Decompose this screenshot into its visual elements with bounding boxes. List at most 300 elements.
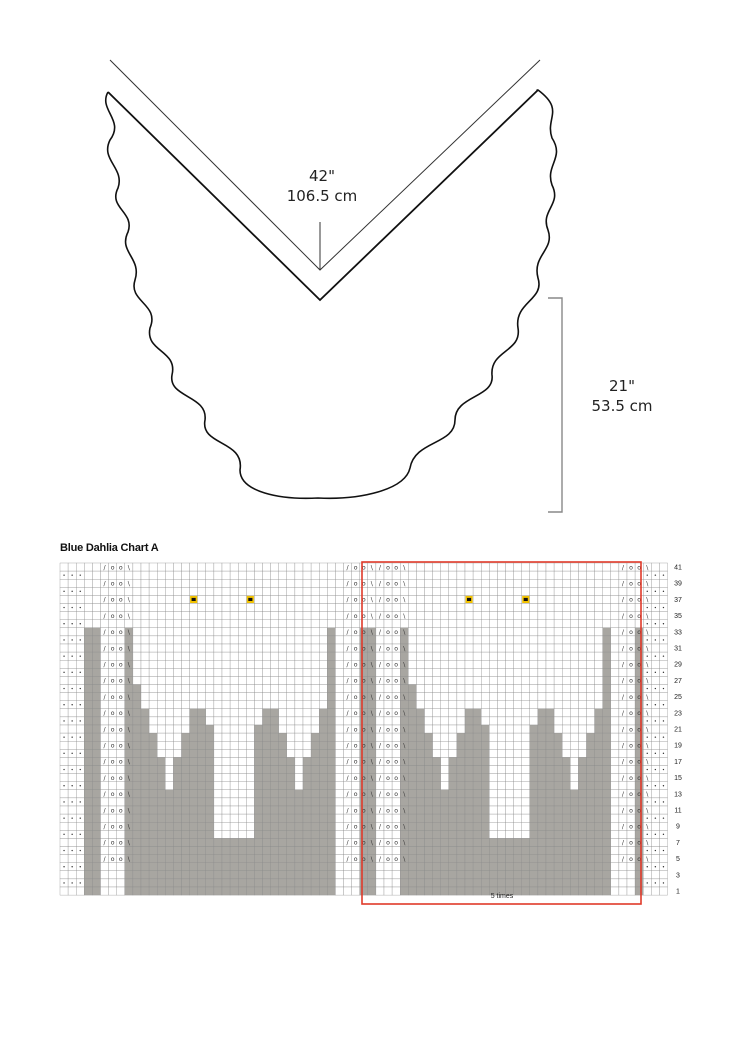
chart-cell	[433, 709, 441, 717]
chart-cell	[465, 806, 473, 814]
chart-cell	[554, 685, 562, 693]
chart-cell	[60, 855, 68, 863]
chart-cell	[506, 660, 514, 668]
lace-symbol: /	[346, 823, 349, 831]
chart-cell	[230, 579, 238, 587]
purl-dot	[71, 817, 72, 818]
chart-cell	[279, 774, 287, 782]
chart-cell	[416, 685, 424, 693]
chart-cell	[570, 847, 578, 855]
chart-cell	[376, 571, 384, 579]
chart-cell	[149, 595, 157, 603]
chart-cell	[570, 766, 578, 774]
chart-cell	[165, 717, 173, 725]
chart-cell	[360, 782, 368, 790]
purl-dot	[71, 882, 72, 883]
chart-cell	[570, 636, 578, 644]
chart-cell	[303, 644, 311, 652]
chart-cell	[311, 595, 319, 603]
chart-cell	[497, 709, 505, 717]
chart-cell	[246, 782, 254, 790]
chart-cell	[384, 782, 392, 790]
chart-cell	[198, 741, 206, 749]
chart-cell	[335, 644, 343, 652]
chart-cell	[570, 741, 578, 749]
chart-cell	[279, 604, 287, 612]
chart-cell	[335, 693, 343, 701]
chart-cell	[481, 838, 489, 846]
chart-cell	[344, 863, 352, 871]
chart-cell	[327, 879, 335, 887]
chart-cell	[246, 676, 254, 684]
chart-cell	[303, 595, 311, 603]
chart-cell	[425, 749, 433, 757]
chart-cell	[230, 587, 238, 595]
chart-cell	[182, 806, 190, 814]
chart-cell	[352, 668, 360, 676]
chart-cell	[538, 571, 546, 579]
chart-cell	[206, 863, 214, 871]
chart-cell	[173, 782, 181, 790]
lace-symbol: o	[361, 629, 366, 637]
chart-cell	[238, 863, 246, 871]
chart-cell	[295, 838, 303, 846]
chart-cell	[522, 774, 530, 782]
chart-cell	[506, 814, 514, 822]
chart-cell	[214, 676, 222, 684]
purl-dot	[663, 704, 664, 705]
chart-cell	[141, 579, 149, 587]
chart-cell	[117, 749, 125, 757]
chart-cell	[141, 749, 149, 757]
chart-cell	[538, 685, 546, 693]
purl-dot	[647, 704, 648, 705]
lace-symbol: /	[378, 564, 381, 572]
chart-cell	[457, 604, 465, 612]
chart-cell	[441, 660, 449, 668]
chart-cell	[295, 830, 303, 838]
chart-cell	[659, 838, 667, 846]
chart-cell	[627, 668, 635, 676]
chart-cell	[327, 733, 335, 741]
lace-symbol: o	[110, 855, 115, 863]
chart-cell	[530, 644, 538, 652]
lace-symbol: o	[394, 742, 399, 750]
chart-cell	[489, 595, 497, 603]
chart-cell	[465, 838, 473, 846]
chart-cell	[141, 709, 149, 717]
chart-cell	[141, 741, 149, 749]
chart-cell	[441, 709, 449, 717]
chart-cell	[457, 636, 465, 644]
row-number: 37	[674, 596, 682, 604]
chart-cell	[433, 620, 441, 628]
chart-cell	[449, 636, 457, 644]
chart-cell	[133, 822, 141, 830]
chart-cell	[246, 709, 254, 717]
chart-cell	[149, 782, 157, 790]
chart-cell	[101, 847, 109, 855]
chart-cell	[514, 676, 522, 684]
chart-cell	[133, 725, 141, 733]
chart-cell	[635, 766, 643, 774]
chart-cell	[408, 685, 416, 693]
chart-cell	[603, 636, 611, 644]
chart-cell	[449, 790, 457, 798]
lace-symbol: /	[103, 661, 106, 669]
chart-cell	[360, 571, 368, 579]
chart-cell	[506, 798, 514, 806]
chart-cell	[198, 757, 206, 765]
chart-cell	[84, 644, 92, 652]
chart-cell	[611, 668, 619, 676]
chart-cell	[384, 668, 392, 676]
chart-cell	[562, 685, 570, 693]
chart-cell	[441, 587, 449, 595]
chart-cell	[92, 644, 100, 652]
lace-symbol: \	[403, 612, 406, 620]
chart-cell	[384, 814, 392, 822]
chart-cell	[335, 652, 343, 660]
chart-cell	[182, 733, 190, 741]
chart-cell	[481, 822, 489, 830]
chart-cell	[311, 685, 319, 693]
chart-cell	[603, 701, 611, 709]
chart-cell	[481, 871, 489, 879]
chart-cell	[506, 871, 514, 879]
chart-cell	[497, 798, 505, 806]
chart-cell	[141, 798, 149, 806]
chart-cell	[562, 725, 570, 733]
chart-cell	[433, 774, 441, 782]
chart-cell	[546, 814, 554, 822]
lace-symbol: /	[103, 839, 106, 847]
chart-cell	[433, 644, 441, 652]
chart-cell	[303, 838, 311, 846]
lace-symbol: o	[118, 596, 123, 604]
chart-cell	[587, 571, 595, 579]
lace-symbol: \	[370, 661, 373, 669]
chart-cell	[230, 676, 238, 684]
chart-cell	[530, 604, 538, 612]
chart-cell	[311, 693, 319, 701]
chart-cell	[173, 887, 181, 895]
chart-cell	[263, 790, 271, 798]
lace-symbol: o	[386, 629, 390, 637]
chart-cell	[360, 685, 368, 693]
chart-cell	[578, 847, 586, 855]
chart-cell	[327, 814, 335, 822]
chart-cell	[198, 676, 206, 684]
chart-cell	[416, 887, 424, 895]
chart-cell	[133, 612, 141, 620]
chart-cell	[473, 587, 481, 595]
chart-cell	[198, 579, 206, 587]
chart-cell	[149, 717, 157, 725]
chart-cell	[263, 774, 271, 782]
chart-cell	[481, 693, 489, 701]
chart-cell	[287, 693, 295, 701]
chart-cell	[287, 685, 295, 693]
chart-cell	[554, 587, 562, 595]
chart-cell	[263, 887, 271, 895]
chart-cell	[506, 782, 514, 790]
chart-cell	[384, 749, 392, 757]
purl-dot	[80, 801, 81, 802]
chart-cell	[190, 847, 198, 855]
chart-cell	[101, 652, 109, 660]
chart-cell	[157, 636, 165, 644]
lace-symbol: /	[103, 791, 106, 799]
lace-symbol: /	[378, 758, 381, 766]
chart-cell	[368, 879, 376, 887]
chart-cell	[554, 620, 562, 628]
chart-cell	[425, 871, 433, 879]
chart-cell	[416, 668, 424, 676]
chart-cell	[400, 798, 408, 806]
chart-cell	[651, 822, 659, 830]
chart-cell	[538, 806, 546, 814]
chart-cell	[425, 782, 433, 790]
chart-cell	[335, 855, 343, 863]
purl-dot	[63, 672, 64, 673]
chart-cell	[117, 620, 125, 628]
lace-symbol: /	[103, 580, 106, 588]
chart-cell	[149, 871, 157, 879]
chart-cell	[578, 798, 586, 806]
chart-cell	[465, 879, 473, 887]
chart-cell	[271, 806, 279, 814]
chart-cell	[190, 871, 198, 879]
lace-symbol: o	[353, 580, 358, 588]
chart-cell	[133, 628, 141, 636]
chart-cell	[651, 563, 659, 571]
chart-cell	[538, 855, 546, 863]
chart-cell	[441, 668, 449, 676]
chart-cell	[481, 717, 489, 725]
chart-cell	[433, 871, 441, 879]
chart-cell	[311, 587, 319, 595]
chart-cell	[554, 798, 562, 806]
chart-cell	[489, 587, 497, 595]
chart-cell	[287, 838, 295, 846]
chart-cell	[149, 879, 157, 887]
chart-cell	[514, 830, 522, 838]
purl-dot	[655, 769, 656, 770]
chart-cell	[344, 798, 352, 806]
chart-cell	[84, 847, 92, 855]
chart-cell	[384, 717, 392, 725]
chart-cell	[182, 830, 190, 838]
chart-cell	[68, 595, 76, 603]
chart-cell	[587, 838, 595, 846]
chart-cell	[352, 863, 360, 871]
chart-cell	[611, 644, 619, 652]
chart-cell	[198, 587, 206, 595]
chart-cell	[335, 766, 343, 774]
chart-cell	[222, 749, 230, 757]
chart-cell	[198, 863, 206, 871]
chart-cell	[627, 798, 635, 806]
row-number: 7	[676, 839, 680, 847]
chart-cell	[198, 790, 206, 798]
chart-cell	[562, 741, 570, 749]
lace-symbol: \	[403, 693, 406, 701]
chart-cell	[595, 749, 603, 757]
chart-cell	[246, 879, 254, 887]
chart-cell	[408, 871, 416, 879]
chart-cell	[514, 701, 522, 709]
chart-cell	[578, 693, 586, 701]
chart-cell	[376, 717, 384, 725]
chart-cell	[489, 628, 497, 636]
chart-cell	[263, 709, 271, 717]
chart-cell	[514, 563, 522, 571]
chart-cell	[562, 733, 570, 741]
chart-cell	[643, 871, 651, 879]
chart-cell	[335, 660, 343, 668]
chart-cell	[611, 628, 619, 636]
lace-symbol: \	[646, 629, 649, 637]
chart-cell	[368, 604, 376, 612]
lace-symbol: \	[646, 758, 649, 766]
chart-cell	[578, 668, 586, 676]
chart-cell	[149, 604, 157, 612]
chart-cell	[319, 644, 327, 652]
chart-cell	[408, 628, 416, 636]
chart-cell	[173, 879, 181, 887]
chart-cell	[173, 871, 181, 879]
chart-cell	[279, 798, 287, 806]
chart-cell	[465, 741, 473, 749]
chart-cell	[603, 685, 611, 693]
lace-symbol: o	[361, 839, 366, 847]
chart-cell	[449, 717, 457, 725]
chart-cell	[570, 863, 578, 871]
chart-cell	[473, 749, 481, 757]
lace-symbol: o	[353, 612, 358, 620]
chart-cell	[311, 644, 319, 652]
chart-cell	[522, 579, 530, 587]
chart-cell	[141, 838, 149, 846]
chart-cell	[651, 628, 659, 636]
purl-dot	[647, 672, 648, 673]
chart-cell	[465, 685, 473, 693]
chart-cell	[222, 782, 230, 790]
chart-cell	[246, 814, 254, 822]
row-number: 15	[674, 775, 682, 783]
chart-cell	[457, 685, 465, 693]
chart-cell	[165, 693, 173, 701]
chart-cell	[465, 693, 473, 701]
chart-cell	[279, 782, 287, 790]
chart-cell	[489, 652, 497, 660]
lace-symbol: o	[629, 596, 633, 604]
purl-dot	[71, 623, 72, 624]
chart-cell	[457, 676, 465, 684]
chart-cell	[230, 563, 238, 571]
chart-cell	[368, 782, 376, 790]
purl-dot	[80, 704, 81, 705]
chart-cell	[489, 871, 497, 879]
chart-cell	[214, 604, 222, 612]
chart-cell	[619, 871, 627, 879]
chart-cell	[473, 660, 481, 668]
chart-cell	[60, 790, 68, 798]
chart-cell	[546, 822, 554, 830]
chart-cell	[198, 571, 206, 579]
chart-cell	[133, 693, 141, 701]
chart-cell	[587, 668, 595, 676]
lace-symbol: /	[621, 839, 624, 847]
lace-symbol: /	[103, 758, 106, 766]
chart-cell	[603, 612, 611, 620]
lace-symbol: \	[370, 612, 373, 620]
chart-cell	[149, 676, 157, 684]
chart-cell	[271, 782, 279, 790]
chart-cell	[149, 660, 157, 668]
lace-symbol: o	[394, 791, 399, 799]
lace-symbol: /	[621, 564, 624, 572]
chart-cell	[368, 798, 376, 806]
chart-cell	[271, 693, 279, 701]
chart-cell	[408, 587, 416, 595]
chart-cell	[165, 628, 173, 636]
chart-cell	[263, 863, 271, 871]
row-number: 39	[674, 580, 682, 588]
chart-cell	[311, 709, 319, 717]
lace-symbol: \	[370, 726, 373, 734]
chart-cell	[481, 612, 489, 620]
chart-cell	[311, 741, 319, 749]
chart-cell	[433, 579, 441, 587]
lace-symbol: o	[386, 661, 390, 669]
chart-cell	[400, 571, 408, 579]
chart-cell	[335, 790, 343, 798]
lace-symbol: o	[361, 823, 366, 831]
lace-symbol: o	[361, 742, 366, 750]
chart-cell	[619, 668, 627, 676]
chart-cell	[295, 620, 303, 628]
chart-cell	[60, 693, 68, 701]
chart-cell	[263, 676, 271, 684]
chart-cell	[92, 822, 100, 830]
chart-cell	[554, 782, 562, 790]
chart-cell	[311, 879, 319, 887]
chart-cell	[271, 741, 279, 749]
chart-cell	[206, 766, 214, 774]
chart-cell	[295, 668, 303, 676]
chart-cell	[157, 652, 165, 660]
purl-dot	[655, 720, 656, 721]
purl-dot	[80, 850, 81, 851]
chart-cell	[287, 790, 295, 798]
lace-symbol: o	[353, 823, 358, 831]
chart-cell	[295, 701, 303, 709]
chart-cell	[587, 628, 595, 636]
chart-cell	[546, 685, 554, 693]
chart-cell	[133, 717, 141, 725]
chart-cell	[497, 571, 505, 579]
chart-cell	[408, 579, 416, 587]
chart-cell	[206, 571, 214, 579]
chart-cell	[279, 652, 287, 660]
chart-cell	[562, 636, 570, 644]
chart-cell	[425, 701, 433, 709]
chart-cell	[554, 612, 562, 620]
chart-cell	[489, 733, 497, 741]
chart-cell	[433, 604, 441, 612]
